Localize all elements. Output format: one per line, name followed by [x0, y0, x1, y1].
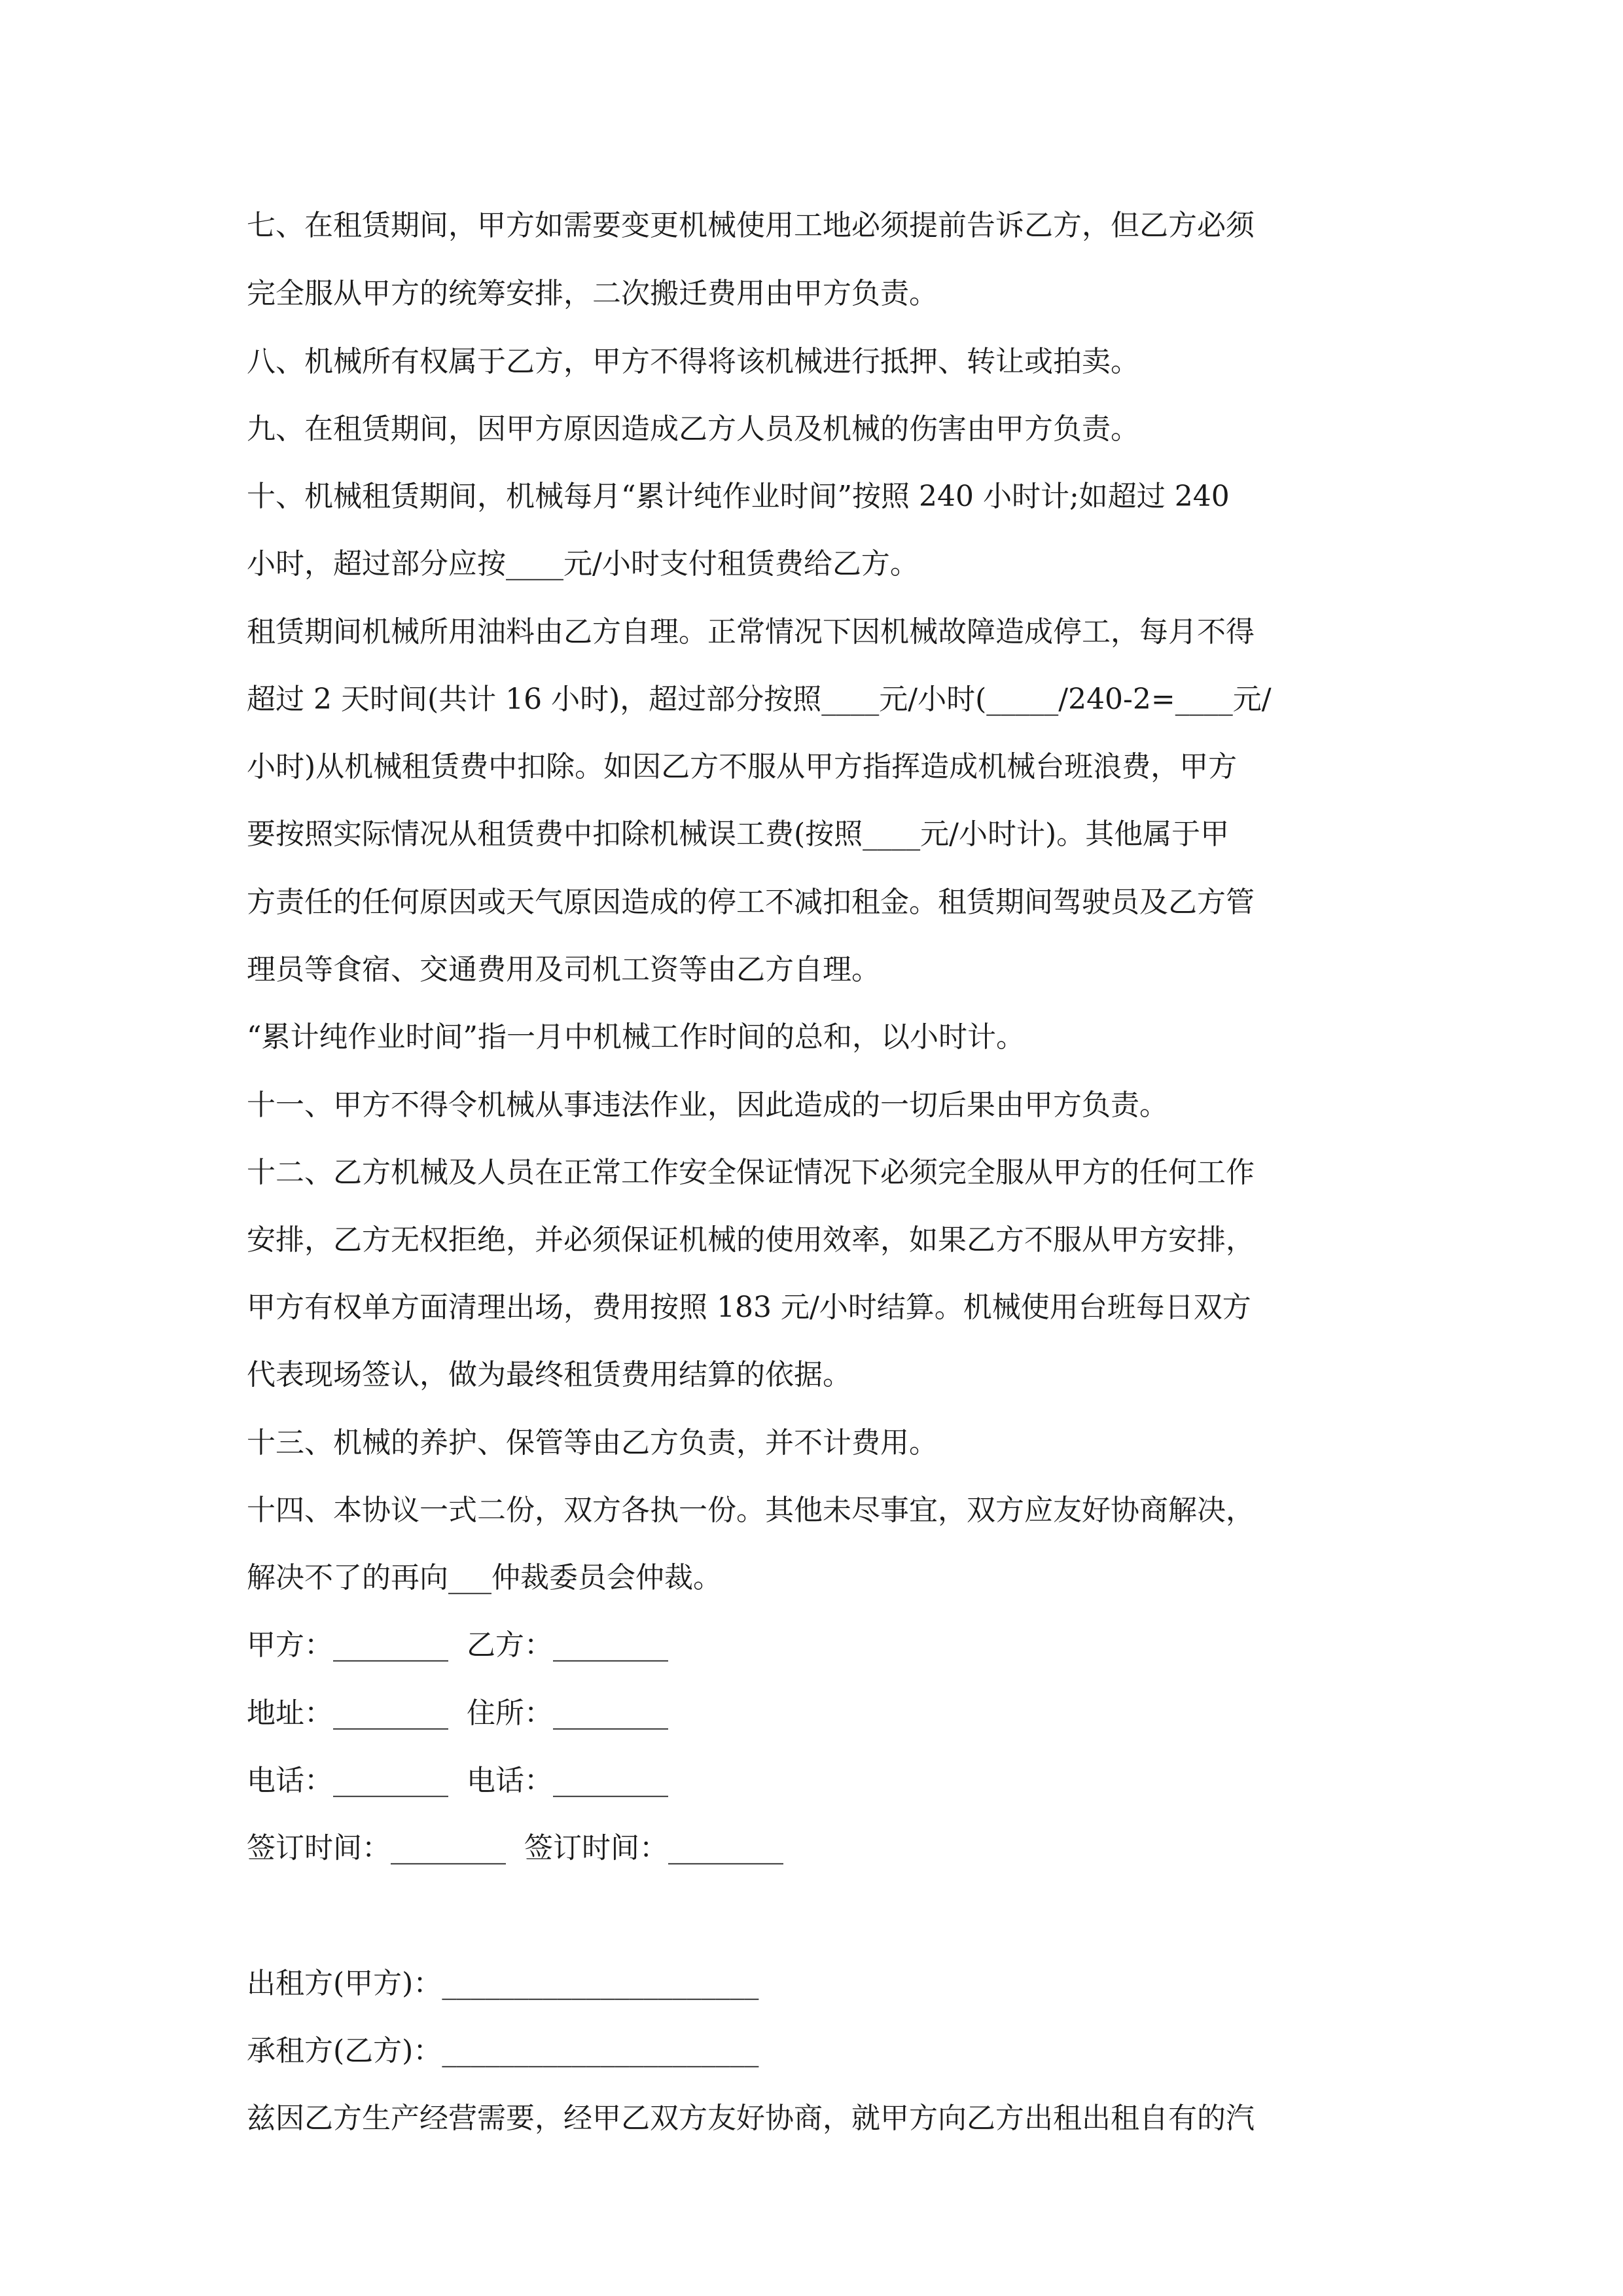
signature-address-line: 地址：________ 住所：________	[247, 1696, 668, 1730]
fuel-paragraph-line-5: 方责任的任何原因或天气原因造成的停工不减扣租金。租赁期间驾驶员及乙方管	[247, 886, 1255, 919]
clause-12-line-2: 安排，乙方无权拒绝，并必须保证机械的使用效率，如果乙方不服从甲方安排，	[247, 1223, 1255, 1257]
lessee-line: 承租方(乙方)：______________________	[247, 2034, 759, 2068]
clause-13: 十三、机械的养护、保管等由乙方负责，并不计费用。	[247, 1426, 938, 1460]
fuel-paragraph-line-2: 超过 2 天时间(共计 16 小时)，超过部分按照____元/小时(_____/240-2=____元/	[247, 683, 1272, 716]
fuel-paragraph-line-4: 要按照实际情况从租赁费中扣除机械误工费(按照____元/小时计)。其他属于甲	[247, 817, 1230, 851]
lessor-line: 出租方(甲方)：______________________	[247, 1967, 759, 2000]
clause-7-line-2: 完全服从甲方的统筹安排，二次搬迁费用由甲方负责。	[247, 277, 938, 310]
fuel-paragraph-line-1: 租赁期间机械所用油料由乙方自理。正常情况下因机械故障造成停工，每月不得	[247, 615, 1255, 649]
intro-paragraph-line: 兹因乙方生产经营需要，经甲乙双方友好协商，就甲方向乙方出租出租自有的汽	[247, 2102, 1255, 2135]
clause-14-line-2: 解决不了的再向___仲裁委员会仲裁。	[247, 1561, 722, 1594]
clause-9: 九、在租赁期间，因甲方原因造成乙方人员及机械的伤害由甲方负责。	[247, 412, 1139, 446]
clause-12-line-3: 甲方有权单方面清理出场，费用按照 183 元/小时结算。机械使用台班每日双方	[247, 1291, 1251, 1324]
clause-12-line-1: 十二、乙方机械及人员在正常工作安全保证情况下必须完全服从甲方的任何工作	[247, 1156, 1255, 1189]
fuel-paragraph-line-3: 小时)从机械租赁费中扣除。如因乙方不服从甲方指挥造成机械台班浪费，甲方	[247, 750, 1238, 783]
clause-10-line-1: 十、机械租赁期间，机械每月“累计纯作业时间”按照 240 小时计;如超过 240	[247, 480, 1230, 513]
fuel-paragraph-line-6: 理员等食宿、交通费用及司机工资等由乙方自理。	[247, 953, 880, 986]
signature-party-line: 甲方：________ 乙方：________	[247, 1628, 668, 1662]
clause-7-line-1: 七、在租赁期间，甲方如需要变更机械使用工地必须提前告诉乙方，但乙方必须	[247, 209, 1255, 242]
clause-10-line-2: 小时，超过部分应按____元/小时支付租赁费给乙方。	[247, 547, 919, 581]
signature-phone-line: 电话：________ 电话：________	[247, 1764, 668, 1797]
clause-12-line-4: 代表现场签认，做为最终租赁费用结算的依据。	[247, 1358, 851, 1391]
signature-date-line: 签订时间：________ 签订时间：________	[247, 1831, 783, 1865]
clause-8: 八、机械所有权属于乙方，甲方不得将该机械进行抵押、转让或拍卖。	[247, 345, 1139, 378]
clause-14-line-1: 十四、本协议一式二份，双方各执一份。其他未尽事宜，双方应友好协商解决，	[247, 1494, 1255, 1527]
definition-line: “累计纯作业时间”指一月中机械工作时间的总和，以小时计。	[247, 1020, 1025, 1054]
clause-11: 十一、甲方不得令机械从事违法作业，因此造成的一切后果由甲方负责。	[247, 1088, 1168, 1122]
